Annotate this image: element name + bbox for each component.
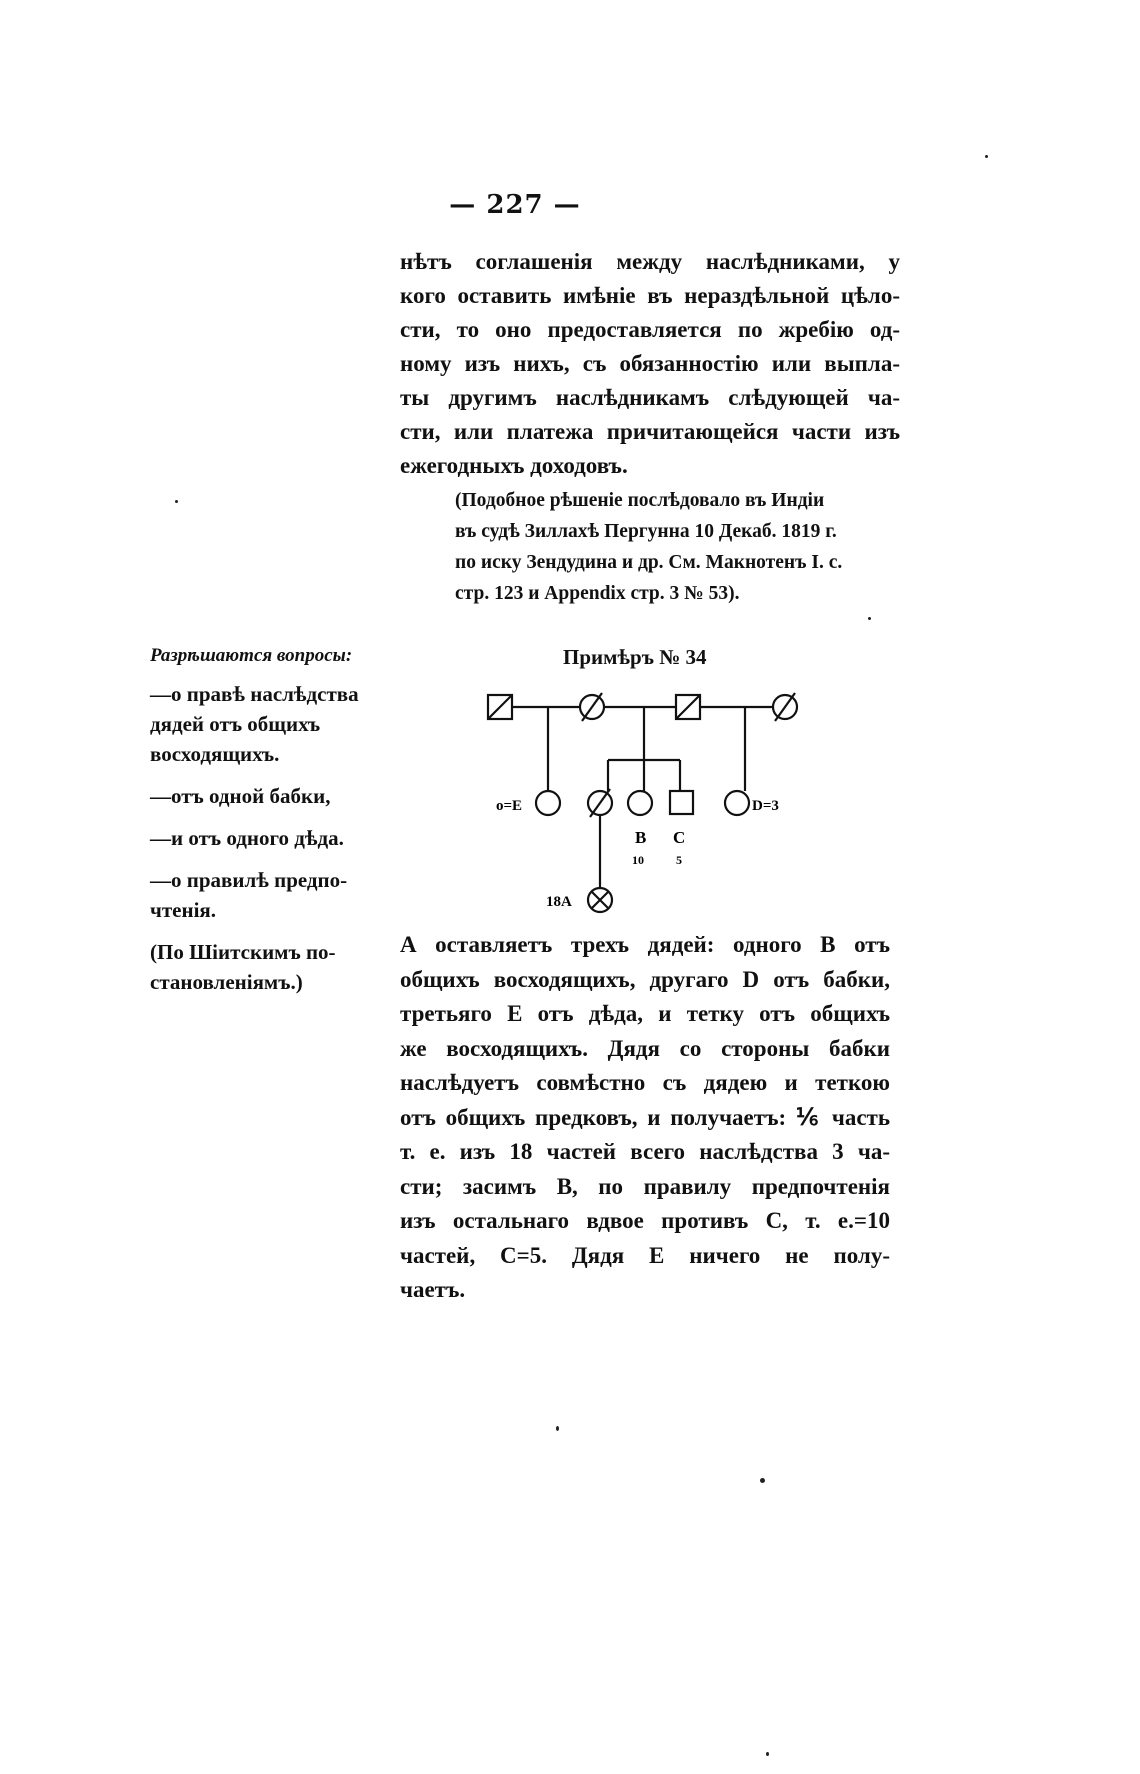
text-line: кого оставить имѣніе въ нераздѣльной цѣло- — [400, 283, 900, 308]
text-line: же восходящихъ. Дядя со стороны бабки — [400, 1035, 890, 1061]
label-e: o=E — [496, 798, 523, 814]
margin-line: становленіямъ.) — [150, 970, 303, 994]
source-note — [455, 485, 900, 609]
scan-speck — [175, 500, 178, 503]
margin-line: восходящихъ. — [150, 742, 280, 766]
margin-line: (По Шіитскимъ по- — [150, 940, 336, 964]
text-line: сти; засимъ В, по правилу предпочтенія — [400, 1173, 890, 1199]
margin-line: —и отъ одного дѣда. — [150, 826, 344, 850]
scan-speck — [985, 155, 988, 158]
label-b: B — [635, 828, 647, 847]
label-c: C — [673, 828, 686, 847]
deceased-female-2-icon — [773, 693, 797, 721]
scan-speck — [766, 1752, 769, 1756]
uncle-d-icon — [725, 791, 749, 815]
deceased-male-2-icon — [676, 695, 700, 719]
margin-heading: Разрѣшаются вопросы: — [150, 645, 353, 666]
margin-line: —отъ одной бабки, — [150, 784, 331, 808]
text-line: третьяго Е отъ дѣда, и тетку отъ общихъ — [400, 1001, 890, 1026]
margin-line: чтенія. — [150, 898, 217, 922]
genealogy-diagram — [460, 680, 910, 920]
deceased-parent-icon — [588, 789, 612, 817]
text-line: ежегодныхъ доходовъ. — [400, 453, 628, 478]
note-line: стр. 123 и Appendix стр. 3 № 53). — [455, 583, 740, 604]
scan-speck — [760, 1478, 765, 1483]
note-line: по иску Зендудина и др. См. Макнотенъ I. с. — [455, 552, 843, 573]
text-line: общихъ восходящихъ, другаго D отъ бабки, — [400, 966, 890, 992]
text-line: частей, С=5. Дядя Е ничего не полу- — [400, 1242, 890, 1268]
text-line: изъ остальнаго вдвое противъ С, т. е.=10 — [400, 1208, 890, 1233]
uncle-b-icon — [628, 791, 652, 815]
top-paragraph — [400, 245, 900, 483]
text-line: сти, то оно предоставляется по жребію од- — [400, 317, 900, 342]
margin-notes — [150, 645, 410, 997]
body-paragraph — [400, 928, 890, 1308]
text-line: ному изъ нихъ, съ обязанностію или выпла- — [400, 351, 900, 376]
note-line: въ судѣ Зиллахѣ Пергунна 10 Декаб. 1819 г. — [455, 521, 837, 542]
share-b: 10 — [632, 853, 644, 867]
scan-speck — [556, 1426, 559, 1431]
uncle-e-icon — [536, 791, 560, 815]
deceased-male-1-icon — [488, 695, 512, 719]
text-line: наслѣдуетъ совмѣстно съ дядею и теткою — [400, 1070, 890, 1095]
scan-speck — [868, 617, 871, 620]
text-line: отъ общихъ предковъ, и получаетъ: ⅙ часть — [400, 1104, 890, 1130]
label-a: 18A — [546, 894, 572, 910]
text-line: нѣтъ соглашенія между наслѣдниками, у — [400, 249, 900, 274]
margin-line: —о правѣ наслѣдства — [150, 682, 359, 706]
margin-line: —о правилѣ предпо- — [150, 868, 348, 892]
deceased-female-1-icon — [580, 693, 604, 721]
margin-line: дядей отъ общихъ — [150, 712, 321, 736]
example-title: Примѣръ № 34 — [563, 645, 707, 669]
aunt-c-icon — [670, 791, 693, 814]
text-line: ты другимъ наслѣдникамъ слѣдующей ча- — [400, 385, 900, 410]
text-line: чаетъ. — [400, 1277, 466, 1302]
text-line: А оставляетъ трехъ дядей: одного В отъ — [400, 932, 890, 957]
deceased-a-icon — [588, 888, 612, 912]
label-d: D=3 — [752, 798, 779, 814]
page-number: — 227 — — [449, 190, 581, 220]
note-line: (Подобное рѣшеніе послѣдовало въ Индіи — [455, 490, 825, 511]
share-c: 5 — [676, 853, 682, 867]
text-line: т. е. изъ 18 частей всего наслѣдства 3 ча- — [400, 1139, 890, 1164]
text-line: сти, или платежа причитающейся части изъ — [400, 419, 900, 444]
